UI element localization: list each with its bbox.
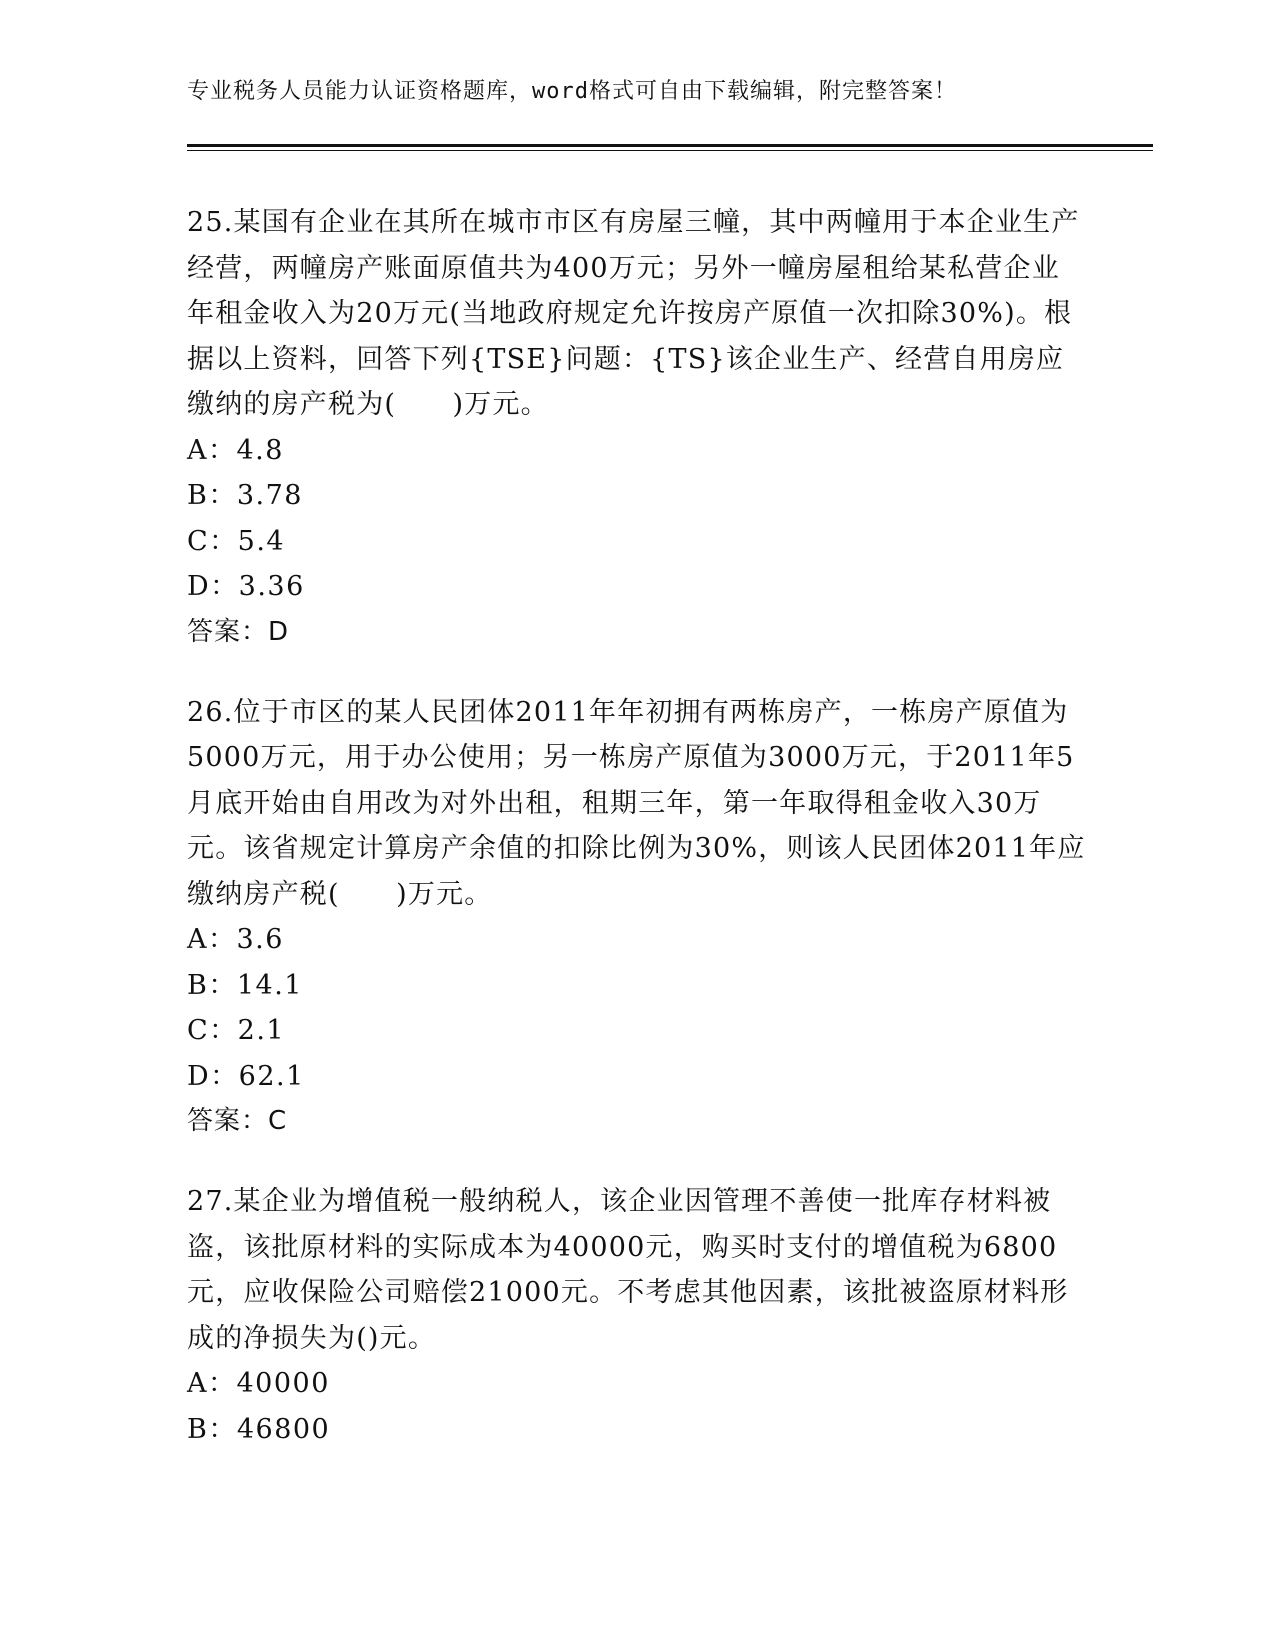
header-divider-thick	[187, 144, 1153, 147]
question-text: 26.位于市区的某人民团体2011年年初拥有两栋房产，一栋房产原值为5000万元，用于办公使用；另一栋房产原值为3000万元，于2011年5月底开始由自用改为对外出租，租期三年，第一年取得租金收入30万元。该省规定计算房产余值的扣除比例为30%，则该人民团体2011年应缴纳房产税( )万元。	[187, 696, 1086, 910]
question-27	[187, 1179, 1087, 1452]
option-c: C：5.4	[187, 525, 286, 557]
option-b: B：14.1	[187, 969, 303, 1001]
option-a: A：3.6	[187, 924, 284, 955]
option-a: A：4.8	[187, 434, 284, 466]
option-d: D：3.36	[187, 571, 305, 602]
question-text: 27.某企业为增值税一般纳税人，该企业因管理不善使一批库存材料被盗，该批原材料的实际成本为40000元，购买时支付的增值税为6800元，应收保险公司赔偿21000元。不考虑其他因素，该批被盗原材料形成的净损失为()元。	[187, 1186, 1069, 1354]
option-a: A：40000	[187, 1368, 330, 1399]
answer: 答案：C	[187, 1106, 288, 1136]
option-b: B：46800	[187, 1413, 331, 1445]
option-d: D：62.1	[187, 1060, 305, 1092]
question-text: 25.某国有企业在其所在城市市区有房屋三幢，其中两幢用于本企业生产经营，两幢房产账面原值共为400万元；另外一幢房屋租给某私营企业年租金收入为20万元(当地政府规定允许按房产原值一次扣除30%)。根据以上资料，回答下列{TSE}问题：{TS}该企业生产、经营自用房应缴纳的房产税为( )万元。	[187, 207, 1080, 420]
question-list	[187, 200, 1087, 1488]
page-header: 专业税务人员能力认证资格题库，word格式可自由下载编辑，附完整答案！	[187, 79, 957, 104]
header-divider-thin	[187, 150, 1153, 151]
answer: 答案：D	[187, 616, 290, 647]
question-25	[187, 200, 1087, 654]
option-c: C：2.1	[187, 1015, 286, 1046]
question-26	[187, 690, 1087, 1144]
option-b: B：3.78	[187, 480, 303, 511]
